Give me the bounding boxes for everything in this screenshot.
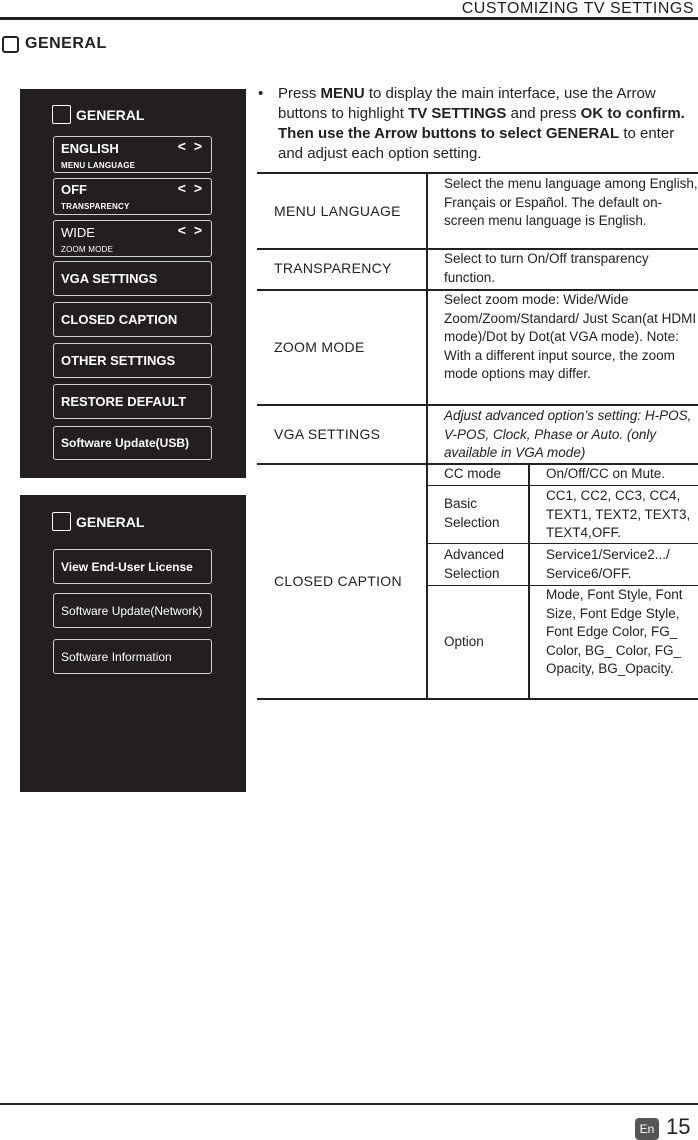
menu-item-label: RESTORE DEFAULT	[61, 394, 187, 409]
menu-item-sub-label: ZOOM MODE	[61, 245, 114, 254]
checkbox-icon	[52, 105, 71, 124]
menu-item-label: VGA SETTINGS	[61, 271, 158, 286]
table-row-desc: Select the menu language among English, Français or Español. The default on-screen menu language is English.	[444, 176, 698, 228]
panel-heading	[52, 105, 144, 124]
table-rule	[426, 485, 698, 486]
menu-item-value: OFF	[61, 182, 87, 197]
checkbox-icon	[52, 512, 71, 531]
menu-item-vga-settings[interactable]	[53, 261, 212, 296]
intro-instructions	[258, 84, 688, 164]
page-number: 15	[666, 1114, 691, 1139]
menu-item-software-update-network[interactable]	[53, 593, 212, 628]
table-row-desc: Select zoom mode: Wide/Wide Zoom/Zoom/Standard/ Just Scan(at HDMI mode)/Dot by Dot(at VGA mode). Note: With a different input source, the zoom mode options may differ.	[444, 292, 697, 381]
menu-item-value: WIDE	[61, 225, 95, 240]
cc-option-name: Basic Selection	[444, 496, 500, 530]
cc-option-value: On/Off/CC on Mute.	[546, 466, 666, 481]
menu-item-menu-language[interactable]	[53, 136, 212, 173]
intro-bold-ok: OK to confirm. Then use the Arrow buttons to select	[278, 105, 685, 142]
menu-item-label: Software Update(USB)	[61, 436, 190, 450]
table-row-desc: Select to turn On/Off transparency function.	[444, 251, 649, 285]
menu-item-transparency[interactable]	[53, 178, 212, 215]
arrow-left-right-icon[interactable]: < >	[177, 180, 204, 196]
intro-text-part: to display the main interface, use the Arrow buttons to highlight	[278, 85, 656, 122]
panel-heading-text: GENERAL	[76, 513, 145, 530]
panel-heading-text: GENERAL	[76, 106, 145, 123]
general-menu-panel	[20, 89, 246, 478]
table-row-label: CLOSED CAPTION	[274, 573, 402, 589]
section-title	[2, 35, 107, 53]
panel-heading	[52, 512, 144, 531]
intro-bold-tv-settings: TV SETTINGS	[408, 105, 507, 122]
intro-bold-general: GENERAL	[545, 125, 620, 142]
cc-option-value: Mode, Font Style, Font Size, Font Edge Style, Font Edge Color, FG_ Color, BG_ Color, FG_ Opacity, BG_Opacity.	[546, 587, 683, 676]
cc-option-value: CC1, CC2, CC3, CC4, TEXT1, TEXT2, TEXT3, TEXT4,OFF.	[546, 488, 691, 540]
cc-option-name: Advanced Selection	[444, 547, 505, 581]
arrow-left-right-icon[interactable]: < >	[177, 138, 204, 154]
menu-item-restore-default[interactable]	[53, 384, 212, 419]
menu-item-zoom-mode[interactable]	[53, 220, 212, 257]
menu-item-software-information[interactable]	[53, 639, 212, 674]
table-rule	[426, 543, 698, 544]
menu-item-software-update-usb[interactable]	[53, 426, 212, 460]
intro-text-part: and press	[506, 105, 581, 122]
table-rule	[257, 172, 698, 174]
intro-bold-menu: MENU	[320, 85, 365, 102]
arrow-left-right-icon[interactable]: < >	[177, 222, 204, 238]
table-row-label: TRANSPARENCY	[274, 260, 392, 276]
general-sub-menu-panel	[20, 495, 246, 792]
menu-item-sub-label: MENU LANGUAGE	[61, 161, 136, 170]
menu-item-label: Software Update(Network)	[61, 603, 203, 618]
table-divider	[426, 172, 428, 699]
header-rule	[0, 17, 698, 20]
checkbox-icon	[2, 36, 19, 53]
table-row-desc: Adjust advanced option’s setting: H-POS, V-POS, Clock, Phase or Auto. (only available in VGA mode)	[444, 408, 692, 460]
bullet: •	[258, 85, 264, 102]
menu-item-label: Software Information	[61, 649, 172, 664]
intro-text-part: to enter and adjust each option setting.	[278, 125, 675, 162]
menu-item-sub-label: TRANSPARENCY	[61, 202, 130, 211]
section-title-text: GENERAL	[25, 35, 107, 52]
cc-option-value: Service1/Service2.../ Service6/OFF.	[546, 547, 670, 581]
table-row-label: VGA SETTINGS	[274, 426, 381, 442]
intro-text	[278, 84, 688, 164]
table-rule	[257, 698, 698, 700]
footer-rule	[0, 1103, 698, 1105]
table-row-label: MENU LANGUAGE	[274, 203, 401, 219]
menu-item-label: OTHER SETTINGS	[61, 353, 176, 368]
menu-item-label: CLOSED CAPTION	[61, 312, 178, 327]
menu-item-label: View End-User License	[61, 559, 193, 574]
menu-item-other-settings[interactable]	[53, 343, 212, 378]
language-badge: En	[635, 1118, 659, 1140]
menu-item-value: ENGLISH	[61, 141, 119, 156]
menu-item-view-license[interactable]	[53, 549, 212, 584]
table-rule	[257, 404, 698, 406]
menu-item-closed-caption[interactable]	[53, 302, 212, 337]
page-header-title: CUSTOMIZING TV SETTINGS	[461, 0, 694, 17]
table-sub-divider	[528, 463, 530, 699]
table-row-label: ZOOM MODE	[274, 339, 365, 355]
cc-option-name: Option	[444, 634, 484, 649]
intro-text-part: Press	[278, 85, 321, 102]
cc-option-name: CC mode	[444, 466, 502, 481]
